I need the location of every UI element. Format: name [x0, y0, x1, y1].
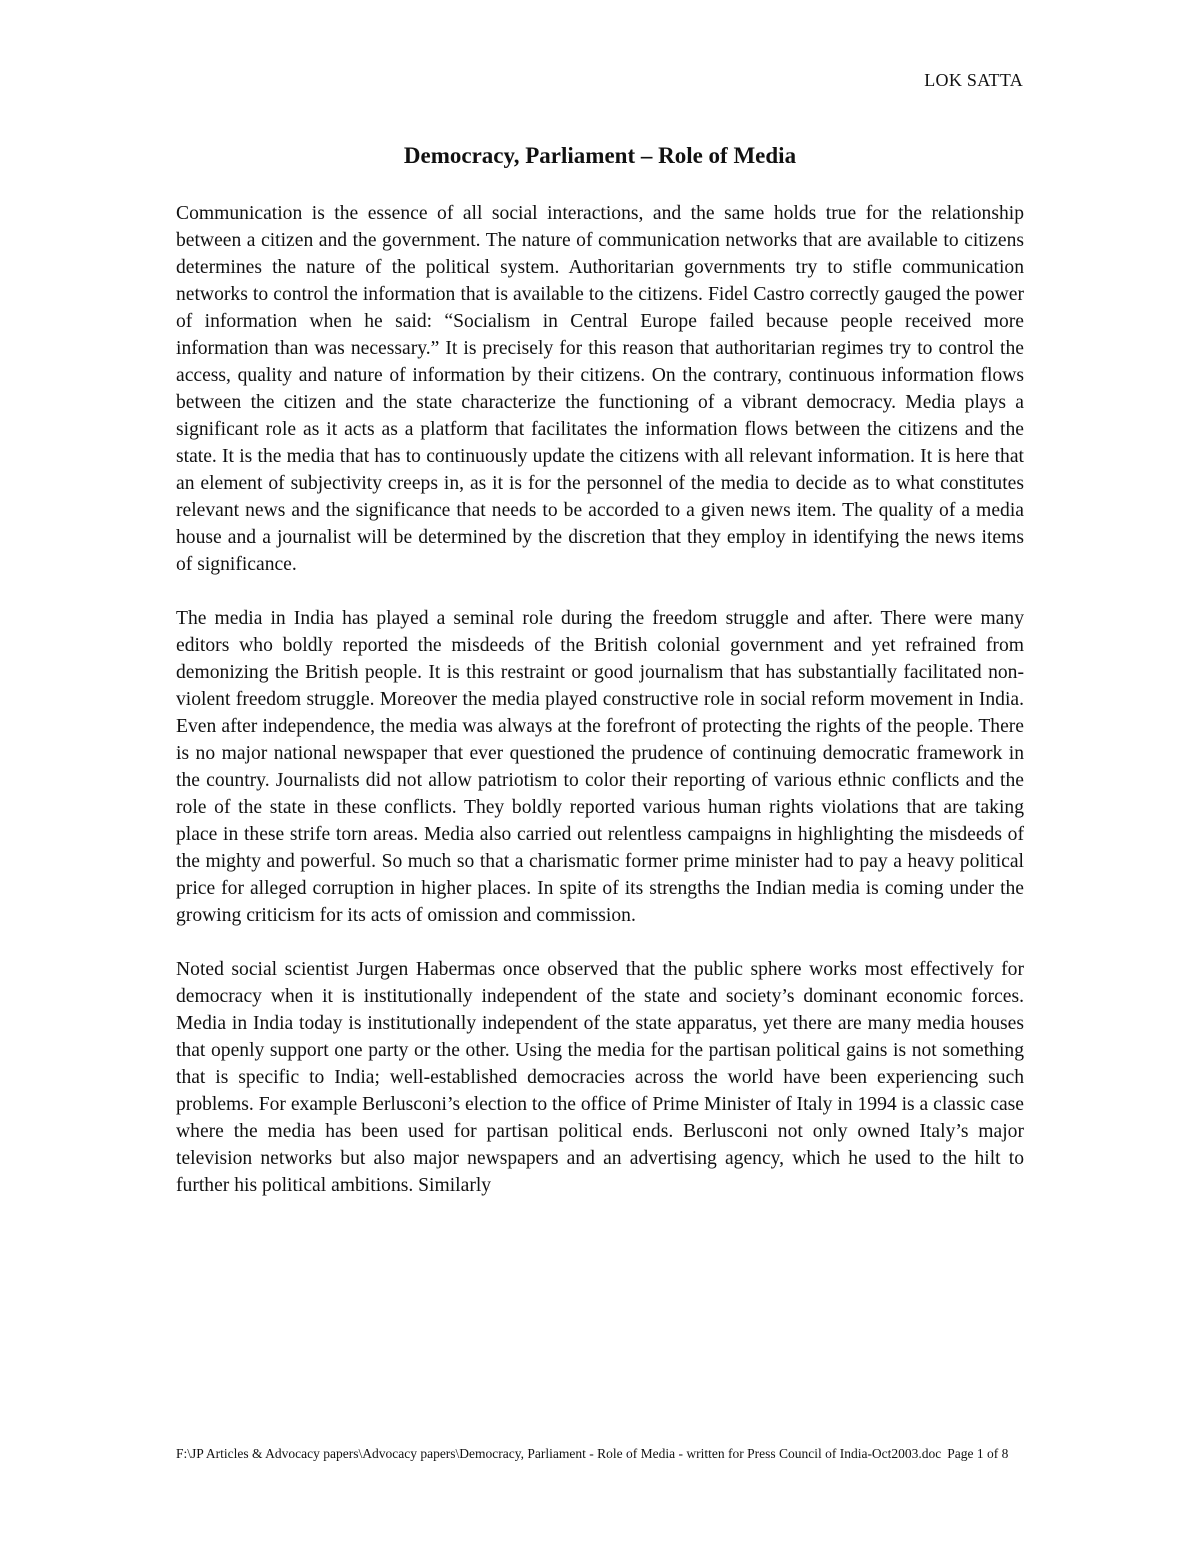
- page-footer: [176, 1444, 1036, 1463]
- document-title: Democracy, Parliament – Role of Media: [403, 143, 797, 168]
- footer-page-number: Page 1 of 8: [947, 1446, 1009, 1461]
- paragraph-3: Noted social scientist Jurgen Habermas once observed that the public sphere works most effectively for democracy when it is institutionally independent of the state and society’s dominant economic forces. Media in India today is institutionally independent of the state apparatus, yet there are many media houses that openly support one party or the other. Using the media for the partisan political gains is not something that is specific to India; well-established democracies across the world have been experiencing such problems. For example Berlusconi’s election to the office of Prime Minister of Italy in 1994 is a classic case where the media has been used for partisan political ends. Berlusconi not only owned Italy’s major television networks but also major newspapers and an advertising agency, which he used to the hilt to further his political ambitions. Similarly: [176, 959, 1024, 1196]
- header-org-name: LOK SATTA: [924, 70, 1023, 90]
- paragraph-1: Communication is the essence of all social interactions, and the same holds true for the relationship between a citizen and the government. The nature of communication networks that are available to citizens determines the nature of the political system. Authoritarian governments try to stifle communication networks to control the information that is available to the citizens. Fidel Castro correctly gauged the power of information when he said: “Socialism in Central Europe failed because people received more information than was necessary.” It is precisely for this reason that authoritarian regimes try to control the access, quality and nature of information by their citizens. On the contrary, continuous information flows between the citizen and the state characterize the functioning of a vibrant democracy. Media plays a significant role as it acts as a platform that facilitates the information flows between the citizens and the state. It is the media that has to continuously update the citizens with all relevant information. It is here that an element of subjectivity creeps in, as it is for the personnel of the media to decide as to what constitutes relevant news and the significance that needs to be accorded to a given news item. The quality of a media house and a journalist will be determined by the discretion that they employ in identifying the news items of significance.: [176, 203, 1024, 575]
- document-body: [176, 200, 1024, 1226]
- paragraph-2: The media in India has played a seminal role during the freedom struggle and after. There were many editors who boldly reported the misdeeds of the British colonial government and yet refrained from demonizing the British people. It is this restraint or good journalism that has substantially facilitated non-violent freedom struggle. Moreover the media played constructive role in social reform movement in India. Even after independence, the media was always at the forefront of protecting the rights of the people. There is no major national newspaper that ever questioned the prudence of continuing democratic framework in the country. Journalists did not allow patriotism to color their reporting of various ethnic conflicts and the role of the state in these conflicts. They boldly reported various human rights violations that are taking place in these strife torn areas. Media also carried out relentless campaigns in highlighting the misdeeds of the mighty and powerful. So much so that a charismatic former prime minister had to pay a heavy political price for alleged corruption in higher places. In spite of its strengths the Indian media is coming under the growing criticism for its acts of omission and commission.: [176, 608, 1024, 926]
- footer-file-path: F:\JP Articles & Advocacy papers\Advocacy papers\Democracy, Parliament - Role of Media - written for Press Council of India-Oct2003.doc: [176, 1446, 942, 1461]
